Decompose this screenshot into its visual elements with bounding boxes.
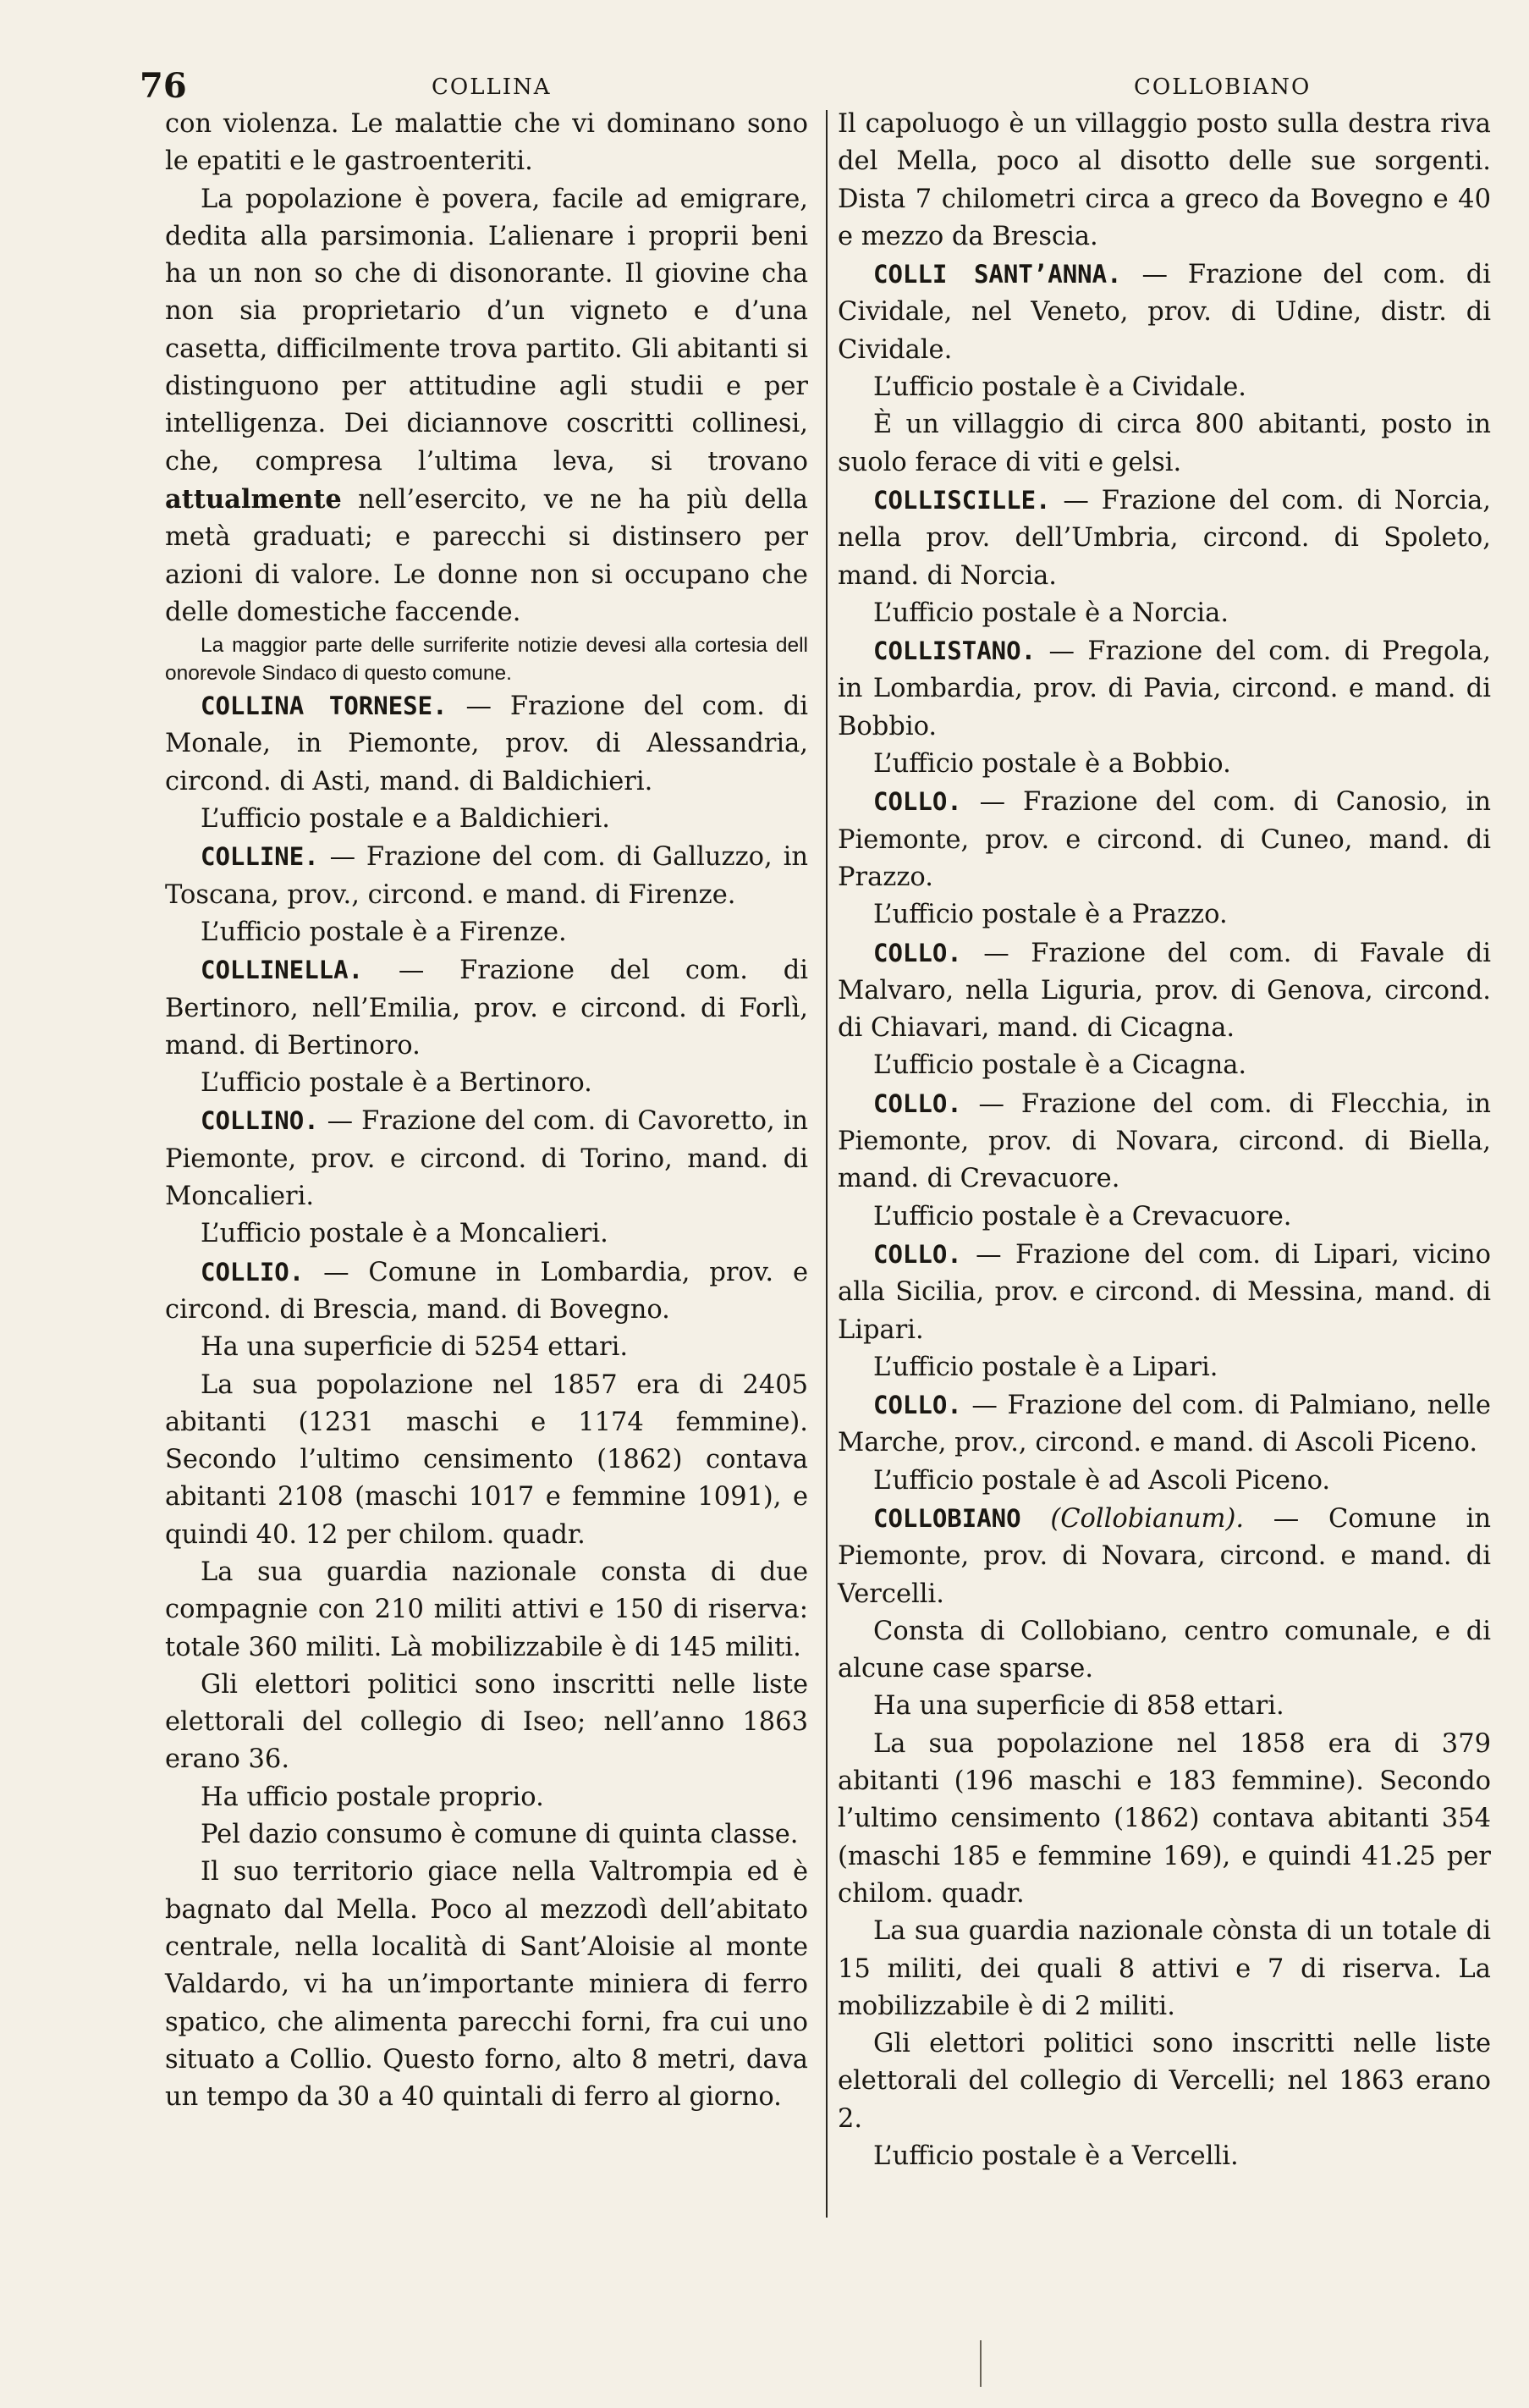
entry-collina-tornese: COLLINA TORNESE. — Frazione del com. di Monale, in Piemonte, prov. di Alessandria, circond. di Asti, mand. di Baldichieri. [165,692,808,796]
paragraph: La sua popolazione nel 1858 era di 379 abitanti (196 maschi e 183 femmine). Secondo l’ultimo censimento (1862) contava abitanti 354 (maschi 185 e femmine 169), e quindi 41.25 per chilom. quadr. [838,1728,1491,1909]
entry-collo-lipari: COLLO. — Frazione del com. di Lipari, vicino alla Sicilia, prov. e circond. di Messina, mand. di Lipari. [838,1239,1491,1345]
column-divider [826,110,828,2218]
entry-headword: COLLINELLA. [201,956,364,985]
bottom-rule [980,2340,982,2387]
entry-headword: COLLO. [873,787,962,817]
entry-collinella: COLLINELLA. — Frazione del com. di Bertinoro, nell’Emilia, prov. e circond. di Forlì, mand. di Bertinoro. [165,956,808,1061]
entry-collobiano: COLLOBIANO (Collobianum). — Comune in Piemonte, prov. di Novara, circond. e mand. di Vercelli. [838,1503,1492,1609]
entry-post: L’ufficio postale è a Cividale. [873,372,1246,403]
entry-colline: COLLINE. — Frazione del com. di Galluzzo, in Toscana, prov., circond. e mand. di Firenze. [165,842,808,910]
page-number: 76 [140,66,187,106]
paragraph: Il suo territorio giace nella Valtrompia ed è bagnato dal Mella. Poco al mezzodì dell’abitato centrale, nella località di Sant’Aloisie al monte Valdardo, vi ha un’importante miniera di ferro spatico, che alimenta parecchi forni, fra cui uno situato a Collio. Questo forno, alto 8 metri, dava un tempo da 30 a 40 quintali di ferro al giorno. [165,1857,808,2113]
paragraph: La sua guardia nazionale consta di due compagnie con 210 militi attivi e 150 di riserva: totale 360 militi. Là mobilizzabile è di 145 militi. [165,1557,808,1662]
entry-post: L’ufficio postale è a Moncalieri. [201,1219,608,1249]
entry-collo-favale: COLLO. — Frazione del com. di Favale di Malvaro, nella Liguria, prov. di Genova, circond. di Chiavari, mand. di Cicagna. [838,938,1491,1044]
entry-headword: COLLISCILLE. [873,485,1051,515]
paragraph: Il capoluogo è un villaggio posto sulla destra riva del Mella, poco al disotto delle sue sorgenti. Dista 7 chilometri circa a greco da Bovegno e 40 e mezzo da Brescia. [838,109,1491,251]
paragraph: La sua guardia nazionale cònsta di un totale di 15 militi, dei quali 8 attivi e 7 di riserva. La mobilizzabile è di 2 militi. [838,1916,1491,2021]
entry-post: L’ufficio postale è a Crevacuore. [873,1201,1292,1232]
entry-headword: COLLIO. [201,1257,305,1287]
entry-post: L’ufficio postale è a Cicagna. [873,1050,1247,1081]
paragraph: Gli elettori politici sono inscritti nelle liste elettorali del collegio di Iseo; nell’anno 1863 erano 36. [165,1669,808,1775]
entry-post: L’ufficio postale e a Baldichieri. [201,804,610,835]
paragraph: L’ufficio postale è a Vercelli. [873,2141,1239,2172]
right-column [838,106,1491,2175]
footnote: La maggior parte delle surriferite notizie devesi alla cortesia dell onorevole Sindaco di questo comune. [165,634,808,686]
entry-post: L’ufficio postale è ad Ascoli Piceno. [873,1465,1331,1496]
paragraph: Consta di Collobiano, centro comunale, e di alcune case sparse. [838,1616,1491,1684]
entry-headword: COLLINO. [201,1106,319,1136]
entry-collo-palmiano: COLLO. — Frazione del com. di Palmiano, nelle Marche, prov., circond. e mand. di Ascoli Piceno. [838,1391,1491,1458]
entry-collio: COLLIO. — Comune in Lombardia, prov. e circond. di Brescia, mand. di Bovegno. [165,1257,808,1325]
entry-colli-santanna: COLLI SANT’ANNA. — Frazione del com. di Cividale, nel Veneto, prov. di Udine, distr. di Cividale. [838,260,1491,365]
paragraph: La popolazione è povera, facile ad emigrare, dedita alla parsimonia. L’alienare i proprii beni ha un non so che di disonorante. Il giovine cha non sia proprietario d’un vigneto e d’una casetta, difficilmente trova partito. Gli abitanti si distinguono per attitudine agli studii e per intelligenza. Dei diciannove coscritti collinesi, che, compresa l’ultima leva, si trovano attualmente nell’esercito, ve ne ha più della metà graduati; e parecchi si distinsero per azioni di valore. Le donne non si occupano che delle domestiche faccende. [165,184,808,627]
entry-headword: COLLO. [873,1239,962,1269]
entry-headword: COLLOBIANO [873,1503,1021,1533]
entry-post: L’ufficio postale è a Firenze. [201,917,567,947]
entry-post: L’ufficio postale è a Norcia. [873,598,1229,628]
running-head-right: COLLOBIANO [1134,74,1312,100]
paragraph: Pel dazio consumo è comune di quinta classe. [201,1820,799,1850]
entry-headword: COLLINE. [201,842,319,872]
entry-post: L’ufficio postale è a Lipari. [873,1352,1218,1382]
entry-headword: COLLI SANT’ANNA. [873,260,1122,289]
paragraph: Ha una superficie di 858 ettari. [873,1691,1284,1722]
entry-colliscille: COLLISCILLE. — Frazione del com. di Norcia, nella prov. dell’Umbria, circond. di Spoleto, mand. di Norcia. [838,485,1491,591]
entry-post: L’ufficio postale è a Bobbio. [873,749,1231,780]
latin-name: (Collobianum). [1050,1503,1245,1534]
left-column [165,106,808,2116]
paragraph: Ha una superficie di 5254 ettari. [201,1332,629,1363]
paragraph: Gli elettori politici sono inscritti nelle liste elettorali del collegio di Vercelli; nel 1863 erano 2. [838,2029,1491,2134]
entry-collistano: COLLISTANO. — Frazione del com. di Pregola, in Lombardia, prov. di Pavia, circond. e mand. di Bobbio. [838,636,1491,741]
entry-headword: COLLO. [873,938,962,967]
entry-post: L’ufficio postale è a Bertinoro. [201,1068,592,1099]
entry-collo-canosio: COLLO. — Frazione del com. di Canosio, in Piemonte, prov. e circond. di Cuneo, mand. di Prazzo. [838,787,1491,892]
entry-headword: COLLISTANO. [873,636,1037,666]
paragraph: con violenza. Le malattie che vi dominano sono le epatiti e le gastroenteriti. [165,109,808,177]
entry-collino: COLLINO. — Frazione del com. di Cavoretto, in Piemonte, prov. e circond. di Torino, mand. di Moncalieri. [165,1106,808,1212]
entry-headword: COLLO. [873,1088,962,1118]
entry-headword: COLLO. [873,1391,962,1420]
paragraph: Ha ufficio postale proprio. [201,1782,544,1812]
entry-headword: COLLINA TORNESE. [201,692,448,721]
paragraph: La sua popolazione nel 1857 era di 2405 abitanti (1231 maschi e 1174 femmine). Secondo l’ultimo censimento (1862) contava abitanti 2108 (maschi 1017 e femmine 1091), e quindi 40. 12 per chilom. quadr. [165,1369,808,1550]
entry-post: L’ufficio postale è a Prazzo. [873,900,1228,930]
entry-collo-flecchia: COLLO. — Frazione del com. di Flecchia, in Piemonte, prov. di Novara, circond. di Biella, mand. di Crevacuore. [838,1088,1491,1194]
paragraph: È un villaggio di circa 800 abitanti, posto in suolo ferace di viti e gelsi. [838,410,1491,477]
running-head-left: COLLINA [432,74,552,100]
